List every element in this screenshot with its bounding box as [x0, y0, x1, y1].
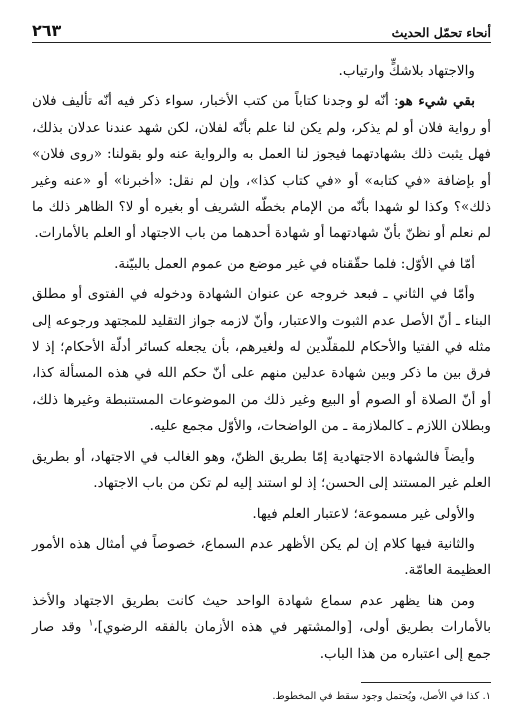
paragraph-text: والأولى غير مسموعة؛ لاعتبار العلم فيها. — [252, 505, 475, 522]
paragraph — [32, 531, 491, 584]
paragraph-text: وأمّا في الثاني ـ فبعد خروجه عن عنوان الشهادة ودخوله في الفتوى أو مطلق البناء ـ أنّ الأصل عدم الثبوت والاعتبار، وأنّ لازمه جواز التقليد للمجتهد ورجوعه إلى مثله في الفتيا والأحكام للمقلّدين له ولغيرهم، بأن يجعله كسائر أدلّة الأحكام؛ إذ لا فرق بين ما ذكر وبين شهادة عدلين منهم على أنّ حكم الله في هذه المسألة كذا، أو أنّ الصلاة أو الصوم أو البيع وغير ذلك من الموضوعات المستنبطة وغيرها ذلك، وبطلان اللازم ـ كالملازمة ـ من الواضحات، والأوّل مجمع عليه. — [32, 286, 491, 435]
paragraph — [32, 588, 491, 667]
paragraph — [32, 251, 491, 277]
paragraph-text: أمّا في الأوّل: فلما حقّقناه في غير موضع من عموم العمل بالبيّنة. — [114, 255, 475, 272]
paragraph — [32, 444, 491, 497]
paragraph — [32, 281, 491, 439]
paragraph-lead: بقي شيء هو — [398, 93, 475, 110]
page-number: ٢٦٣ — [32, 21, 62, 40]
paragraph — [32, 58, 491, 84]
footnote-number: ١ — [485, 691, 491, 702]
paragraph-text: : أنّه لو وجدنا كتاباً من كتب الأخبار، سواء ذكر فيه أنّه تأليف فلان أو رواية فلان أو لم يذكر، ولم يكن لنا علم بأنّه لفلان، لكن شهد عندنا عدلان بذلك، فهل يثبت ذلك بشهادتهما فيجوز لنا العمل به والرواية عنه ولو بقولنا: «روى فلان» أو بإضافة «في كتابه» أو «في كتاب كذا»، وإن لم نقل: «أخبرنا» أو «عنه وغير ذلك»؟ وكذا لو شهدا بأنّه من الإمام بخطّه الشريف أو بغيره أو لا؟ الظاهر ذلك ما لم نعلم أو نظنّ بأنّ شهادتهما أو شهادة أحدهما من باب الاجتهاد أو العلم بالأمارات. — [32, 93, 491, 242]
footnote-reference[interactable]: ١ — [88, 618, 94, 629]
footnote-divider — [361, 682, 491, 683]
paragraph-text: وأيضاً فالشهادة الاجتهادية إمّا بطريق الظنّ، وهو الغالب في الاجتهاد، أو بطريق العلم غير المستند إلى الحسن؛ إذ لو استند إليه لم تكن من باب الاجتهاد. — [32, 448, 491, 492]
paragraph-text: ومن هنا يظهر عدم سماع شهادة الواحد حيث كانت بطريق الاجتهاد والأخذ بالأمارات بطريق أولى، [والمشتهر في هذه الأزمان بالفقه الرضوي]، — [32, 592, 492, 636]
paragraph-text-after: وقد صار جمع إلى اعتباره من هذا الباب. — [32, 619, 491, 662]
footnote — [32, 690, 491, 704]
paragraph — [32, 88, 491, 246]
running-title: أنحاء تحمّل الحديث — [391, 25, 491, 40]
paragraph-text: والاجتهاد بلاشكٍّ وارتياب. — [338, 63, 475, 79]
footnote-text: . كذا في الأصل، ويُحتمل وجود سقط في المخطوط. — [272, 691, 486, 702]
main-text — [32, 58, 491, 671]
paragraph-text: والثانية فيها كلام إن لم يكن الأظهر عدم السماع، خصوصاً في أمثال هذه الأمور العظيمة العامّة. — [32, 535, 491, 579]
paragraph — [32, 501, 491, 527]
page-header — [32, 14, 491, 43]
